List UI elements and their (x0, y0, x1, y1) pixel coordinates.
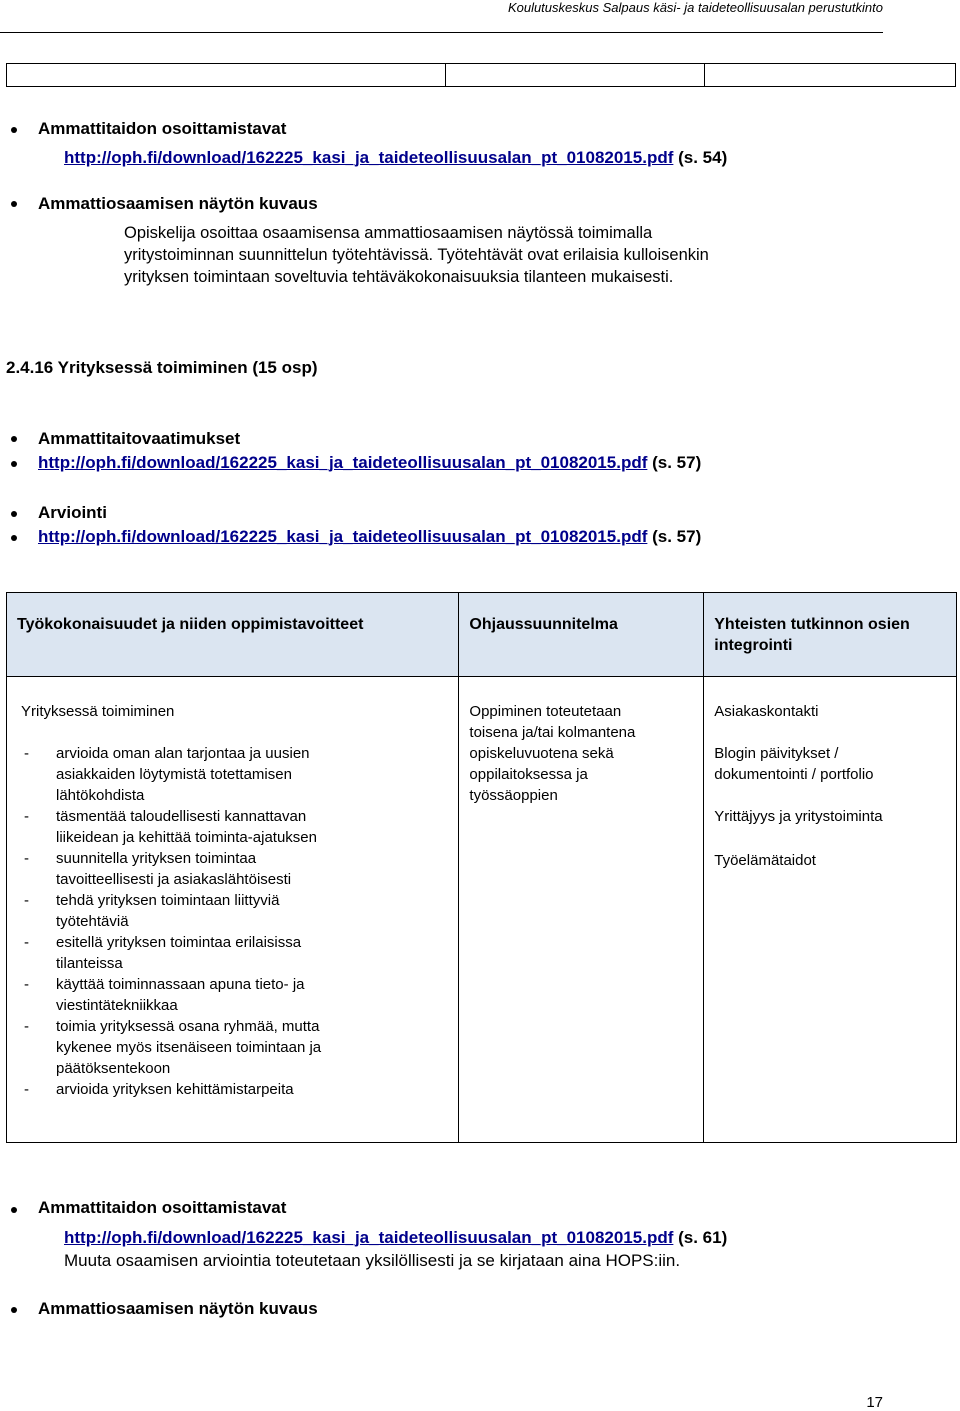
pdf-link[interactable]: http://oph.fi/download/162225_kasi_ja_taideteollisuusalan_pt_01082015.pdf (64, 1228, 674, 1247)
list-item: - arvioida yrityksen kehittämistarpeita (24, 1081, 294, 1098)
description-line: Opiskelija osoittaa osaamisensa ammattiosaamisen näytössä toimimalla (124, 224, 653, 242)
section-heading: 2.4.16 Yrityksessä toimiminen (15 osp) (6, 358, 318, 377)
reference-line (64, 148, 727, 168)
list-item: - käyttää toiminnassaan apuna tieto- ja viestintätekniikkaa (24, 976, 305, 1014)
header-title: Koulutuskeskus Salpaus käsi- ja taideteollisuusalan perustutkinto (507, 0, 883, 15)
bullet (11, 1207, 17, 1213)
description-line: Muuta osaamisen arviointia toteutetaan yksilöllisesti ja se kirjataan aina HOPS:iin. (64, 1251, 681, 1270)
integration-item: dokumentointi / portfolio (714, 766, 874, 783)
column-divider (445, 64, 446, 86)
list-item: - toimia yrityksessä osana ryhmää, mutta kykenee myös itsenäiseen toimintaan ja päätöksentekoon (24, 1018, 322, 1077)
plan-line: oppilaitoksessa ja (469, 766, 588, 783)
plan-line: Oppiminen toteutetaan (469, 703, 622, 720)
item-title: Ammattitaidon osoittamistavat (38, 119, 287, 138)
list-item: - suunnitella yrityksen toimintaa tavoitteellisesti ja asiakaslähtöisesti (24, 850, 292, 888)
bullet (11, 127, 17, 133)
page-ref: (s. 57) (652, 453, 702, 472)
list-item: - arvioida oman alan tarjontaa ja uusien asiakkaiden löytymistä totettamisen lähtökohdista (24, 745, 310, 804)
page-ref: (s. 61) (678, 1228, 728, 1247)
bullet (11, 1307, 17, 1313)
integration-item: Blogin päivitykset / (714, 745, 839, 762)
item-title: Ammattitaitovaatimukset (38, 429, 241, 448)
header-cell: Yhteisten tutkinnon osien integrointi (704, 593, 957, 677)
integration-item: Yrittäjyys ja yritystoiminta (714, 808, 883, 825)
integration-item: Asiakaskontakti (714, 703, 819, 720)
page-header (0, 0, 883, 33)
goals-cell (7, 677, 459, 1143)
header-cell: Työkokonaisuudet ja niiden oppimistavoitteet (7, 593, 459, 677)
reference-line (38, 453, 701, 473)
table-row (7, 677, 957, 1143)
bullet (11, 436, 17, 442)
reference-line (64, 1228, 727, 1248)
plan-line: työssäoppien (469, 787, 558, 804)
bullet (11, 511, 17, 517)
list-item: - täsmentää taloudellisesti kannattavan liikeidean ja kehittää toiminta-ajatuksen (24, 808, 317, 846)
table-header-row (7, 593, 957, 677)
reference-line (38, 527, 701, 547)
bullet (11, 535, 17, 541)
curriculum-table (6, 592, 957, 1143)
bullet (11, 461, 17, 467)
integration-cell (704, 677, 957, 1143)
pdf-link[interactable]: http://oph.fi/download/162225_kasi_ja_taideteollisuusalan_pt_01082015.pdf (38, 453, 648, 472)
cell-title: Yrityksessä toimiminen (21, 703, 175, 720)
item-title: Ammattiosaamisen näytön kuvaus (38, 1299, 318, 1318)
pdf-link[interactable]: http://oph.fi/download/162225_kasi_ja_taideteollisuusalan_pt_01082015.pdf (64, 148, 674, 167)
plan-line: opiskeluvuotena sekä (469, 745, 614, 762)
page-number: 17 (866, 1394, 883, 1411)
item-title: Arviointi (38, 503, 107, 522)
bullet (11, 201, 17, 207)
page-ref: (s. 57) (652, 527, 702, 546)
plan-cell (459, 677, 704, 1143)
page-ref: (s. 54) (678, 148, 728, 167)
description-line: yrityksen toimintaan soveltuvia tehtäväkokonaisuuksia tilanteen mukaisesti. (124, 268, 674, 286)
table-fragment (6, 63, 956, 87)
header-cell: Ohjaussuunnitelma (459, 593, 704, 677)
column-divider (704, 64, 705, 86)
plan-line: toisena ja/tai kolmantena (469, 724, 636, 741)
pdf-link[interactable]: http://oph.fi/download/162225_kasi_ja_taideteollisuusalan_pt_01082015.pdf (38, 527, 648, 546)
integration-item: Työelämätaidot (714, 852, 816, 869)
list-item: - tehdä yrityksen toimintaan liittyviä työtehtäviä (24, 892, 280, 930)
list-item: - esitellä yrityksen toimintaa erilaisissa tilanteissa (24, 934, 302, 972)
description-line: yritystoiminnan suunnittelun työtehtävissä. Työtehtävät ovat erilaisia kulloisenkin (124, 246, 709, 264)
item-title: Ammattiosaamisen näytön kuvaus (38, 194, 318, 213)
item-title: Ammattitaidon osoittamistavat (38, 1198, 287, 1217)
